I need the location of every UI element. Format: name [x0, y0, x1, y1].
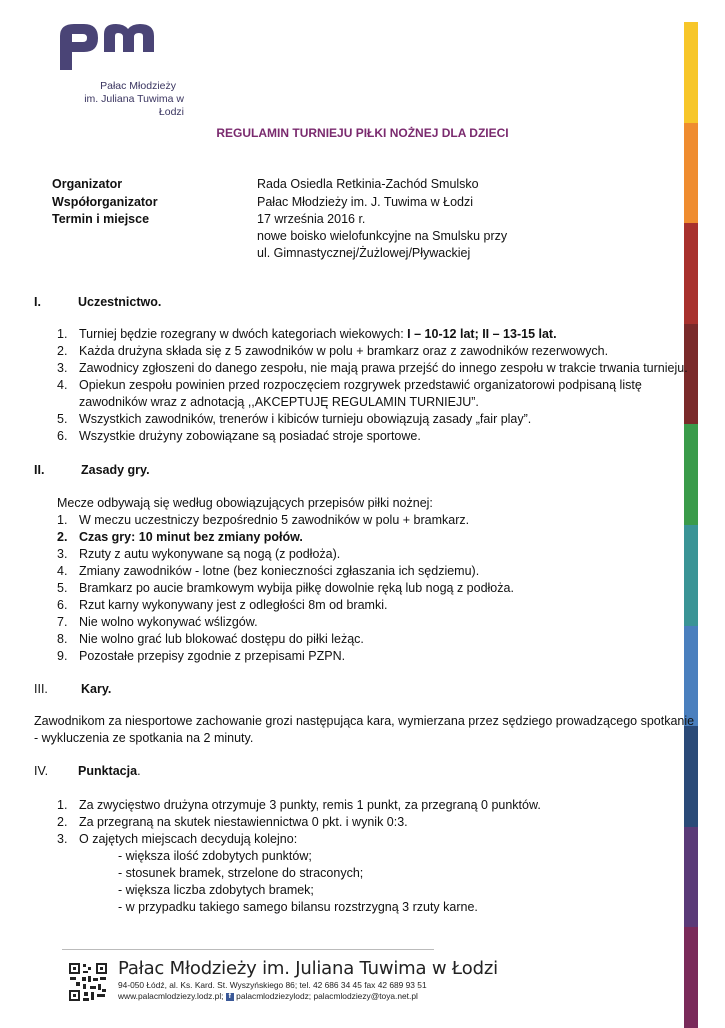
footer-contacts [118, 991, 418, 1001]
item-text: Nie wolno wykonywać wślizgów. [79, 615, 258, 629]
sec1-item-5 [57, 411, 531, 428]
item-text: Rzuty z autu wykonywane są nogą (z podłoża). [79, 547, 341, 561]
item-number: 1. [57, 327, 68, 341]
section-1-heading [34, 294, 161, 311]
sec4-sub-4: - w przypadku takiego samego bilansu rozstrzygną 3 rzuty karne. [118, 900, 478, 914]
place-line2: ul. Gimnastycznej/Żużlowej/Pływackiej [257, 246, 471, 260]
color-bar-segment [684, 223, 698, 324]
section-1-number: I. [34, 295, 41, 309]
item-number: 4. [57, 564, 68, 578]
color-bar [684, 22, 698, 1028]
sec2-item-2 [57, 529, 303, 546]
item-number: 5. [57, 412, 68, 426]
item-text: Nie wolno grać lub blokować dostępu do piłki leżąc. [79, 632, 364, 646]
item-number: 1. [57, 513, 68, 527]
coorganizer-value: Pałac Młodzieży im. J. Tuwima w Łodzi [257, 195, 474, 209]
sec2-item-7 [57, 614, 258, 631]
section-3-number: III. [34, 682, 48, 696]
logo-line1: Pałac Młodzieży [100, 80, 176, 92]
organizer-label: Organizator [52, 177, 123, 191]
section-3-heading [34, 681, 111, 698]
sec4-item-2 [57, 814, 408, 831]
item-number: 4. [57, 378, 68, 392]
sec3-line2: - wykluczenia ze spotkania na 2 minuty. [34, 731, 254, 745]
qr-code-icon [68, 962, 108, 1002]
logo-line2: im. Juliana Tuwima w Łodzi [84, 93, 184, 118]
color-bar-segment [684, 22, 698, 123]
sec2-item-4 [57, 563, 479, 580]
coorganizer-label: Współorganizator [52, 195, 158, 209]
section-3-title: Kary. [81, 682, 112, 696]
section-4-title: Punktacja [78, 764, 138, 778]
document-title: REGULAMIN TURNIEJU PIŁKI NOŻNEJ DLA DZIECI [216, 126, 509, 140]
section-1-title: Uczestnictwo. [78, 295, 162, 309]
item-text: Opiekun zespołu powinien przed rozpoczęciem rozgrywek przedstawić organizatorowi podpisaną listę [79, 378, 642, 392]
sec2-item-1 [57, 512, 469, 529]
section-4-heading [34, 763, 141, 780]
footer-email-link[interactable]: palacmlodziezy@toya.net.pl [313, 991, 418, 1001]
item-text: Bramkarz po aucie bramkowym wybija piłkę dowolnie ręką lub nogą z podłoża. [79, 581, 514, 595]
sec1-item-1 [57, 326, 557, 343]
item-text: Za zwycięstwo drużyna otrzymuje 3 punkty, remis 1 punkt, za przegraną 0 punktów. [79, 798, 541, 812]
sec2-item-9 [57, 648, 345, 665]
sec2-intro: Mecze odbywają się według obowiązujących przepisów piłki nożnej: [57, 496, 433, 510]
sec2-item-8 [57, 631, 364, 648]
sec2-item-5 [57, 580, 514, 597]
item-number: 2. [57, 815, 68, 829]
item-text: Zawodnicy zgłoszeni do danego zespołu, nie mają prawa przejść do innego zespołu w trakcie trwania turnieju. [79, 361, 688, 375]
facebook-icon: f [226, 993, 234, 1001]
sec2-item-3 [57, 546, 340, 563]
item-number: 9. [57, 649, 68, 663]
footer-address: 94-050 Łódź, al. Ks. Kard. St. Wyszyńskiego 86; tel. 42 686 34 45 fax 42 689 93 51 [118, 980, 427, 990]
sec4-sub-2: - stosunek bramek, strzelone do straconych; [118, 866, 364, 880]
section-2-number: II. [34, 463, 45, 477]
item-text: W meczu uczestniczy bezpośrednio 5 zawodników w polu + bramkarz. [79, 513, 470, 527]
item-number: 1. [57, 798, 68, 812]
item-number: 8. [57, 632, 68, 646]
section-2-heading [34, 462, 150, 479]
sec2-item-6 [57, 597, 387, 614]
section-2-title: Zasady gry. [81, 463, 150, 477]
item-number: 3. [57, 361, 68, 375]
date-label: Termin i miejsce [52, 212, 150, 226]
logo [58, 20, 208, 118]
place-line1: nowe boisko wielofunkcyjne na Smulsku przy [257, 229, 508, 243]
item-number: 5. [57, 581, 68, 595]
color-bar-segment [684, 525, 698, 626]
item-text: Wszystkie drużyny zobowiązane są posiadać stroje sportowe. [79, 429, 421, 443]
color-bar-segment [684, 424, 698, 525]
sec4-item-3 [57, 831, 297, 848]
footer-divider [62, 949, 434, 950]
date-value: 17 września 2016 r. [257, 212, 366, 226]
pm-logo-mark [58, 20, 158, 72]
footer-facebook-link[interactable]: palacmlodziezylodz; [236, 991, 312, 1001]
sec4-item-1 [57, 797, 541, 814]
item-text: Wszystkich zawodników, trenerów i kibiców turnieju obowiązują zasady „fair play”. [79, 412, 532, 426]
item-number: 2. [57, 344, 68, 358]
color-bar-segment [684, 927, 698, 1028]
item-text: Pozostałe przepisy zgodnie z przepisami PZPN. [79, 649, 346, 663]
section-4-title-dot: . [137, 764, 141, 778]
sec4-sub-3: - większa liczba zdobytych bramek; [118, 883, 314, 897]
sec1-item-3 [57, 360, 688, 377]
item-number: 7. [57, 615, 68, 629]
item-number: 3. [57, 547, 68, 561]
item-number: 6. [57, 429, 68, 443]
item-text: Turniej będzie rozegrany w dwóch kategoriach wiekowych: [79, 327, 408, 341]
item-text: Za przegraną na skutek niestawiennictwa 0 pkt. i wynik 0:3. [79, 815, 408, 829]
sec1-item-4-cont: zawodników wraz z adnotacją ,,AKCEPTUJĘ REGULAMIN TURNIEJU”. [79, 395, 479, 409]
footer-website-link[interactable]: www.palacmlodziezy.lodz.pl; [118, 991, 224, 1001]
item-text: Rzut karny wykonywany jest z odległości 8m od bramki. [79, 598, 388, 612]
item-bold-text: Czas gry: 10 minut bez zmiany połów. [79, 530, 303, 544]
color-bar-segment [684, 827, 698, 928]
item-bold-text: I – 10-12 lat; II – 13-15 lat. [407, 327, 557, 341]
item-number: 6. [57, 598, 68, 612]
item-text: Każda drużyna składa się z 5 zawodników w polu + bramkarz oraz z zawodników rezerwowych. [79, 344, 609, 358]
color-bar-segment [684, 626, 698, 727]
item-text: O zajętych miejscach decydują kolejno: [79, 832, 298, 846]
sec4-sub-1: - większa ilość zdobytych punktów; [118, 849, 312, 863]
item-number: 3. [57, 832, 68, 846]
sec1-item-4 [57, 377, 642, 394]
sec1-item-2 [57, 343, 608, 360]
organizer-value: Rada Osiedla Retkinia-Zachód Smulsko [257, 177, 479, 191]
footer-institution-name: Pałac Młodzieży im. Juliana Tuwima w Łodzi [118, 958, 498, 979]
item-number: 2. [57, 530, 68, 544]
section-4-number: IV. [34, 764, 49, 778]
color-bar-segment [684, 726, 698, 827]
item-text: Zmiany zawodników - lotne (bez konieczności zgłaszania ich sędziemu). [79, 564, 480, 578]
sec3-line1: Zawodnikom za niesportowe zachowanie grozi następująca kara, wymierzana przez sędziego prowadzącego spotkanie [34, 714, 695, 728]
sec1-item-6 [57, 428, 421, 445]
